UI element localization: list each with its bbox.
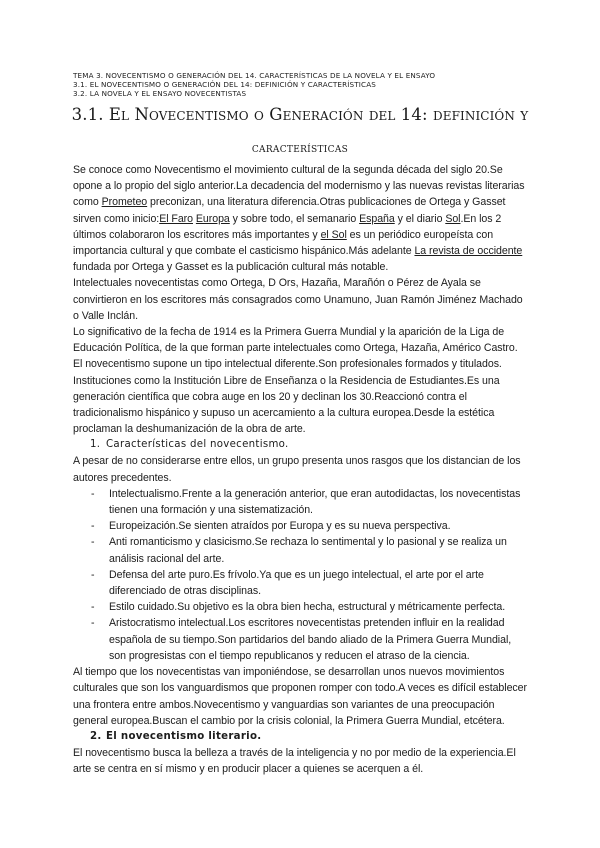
link-europa[interactable]: Europa [195,212,230,225]
running-header-line: 3.2. LA NOVELA Y EL ENSAYO NOVECENTISTAS [73,89,247,99]
list-item-text: Anti romanticismo y clasicismo.Se rechaza lo sentimental y lo pasional y se realiza un análisis racional del arte. [109,536,507,565]
section-number: 1. [90,439,101,451]
list-item [73,599,529,615]
running-header-line: 3.1. EL NOVECENTISMO O GENERACIÓN DEL 14: DEFINICIÓN Y CARACTERÍSTICAS [73,80,377,90]
page-title [60,104,540,158]
significance-paragraph: Lo significativo de la fecha de 1914 es la Primera Guerra Mundial y la aparición de la Liga de Educación Política, de la que forman parte intelectuales como Ortega, Hazaña, Américo Castro. El novecentismo supone un tipo intelectual diferente.Son profesionales formados y titulados. Instituciones como la Institución Libre de Enseñanza o la Residencia de Estudiantes.Es una generación científica que cobra auge en los 20 y declinan los 30.Reaccionó contra el tradicionalismo hispánico y supuso un acercamiento a la cultura europea.Desde la estética proclaman la deshumanización de la obra de arte. [73,326,518,436]
final-paragraph: El novecentismo busca la belleza a través de la inteligencia y no por medio de la experiencia.El arte se centra en sí mismo y en producir placer a quienes se acerquen a él. [73,746,516,776]
list-item [73,534,529,566]
list-item [73,486,529,518]
text-run: es un periódico europeísta con importancia cultural y que combate el casticismo hispánico.Más adelante [73,228,494,258]
link-revista-de-occidente[interactable]: La revista de occidente [414,245,523,258]
dash-bullet: - [91,536,95,549]
link-espana[interactable]: España [359,212,395,225]
text-run: fundada por Ortega y Gasset es la publicación cultural más notable. [73,261,389,274]
document-body [73,162,529,777]
list-item-text: Aristocratismo intelectual.Los escritores novecentistas pretenden influir en la realidad española de su tiempo.Son partidarios del bando aliado de la Primera Guerra Mundial, son progresistas con el tiempo republicanos y reducen el atraso de la ciencia. [109,617,512,662]
section1-intro: A pesar de no considerarse entre ellos, un grupo presenta unos rasgos que los distancian de los autores precedentes. [73,455,521,484]
dash-bullet: - [91,487,95,500]
text-run: .En los 2 últimos colaboraron los escritores más importantes y [73,212,502,241]
list-item-text: Intelectualismo.Frente a la generación anterior, que eran autodidactas, los novecentistas tienen una formación y una sistematización. [109,487,521,517]
title-line-1: 3.1. El Novecentismo o Generación del 14: definición y [71,105,529,124]
dash-bullet: - [91,601,95,614]
list-item-text: Estilo cuidado.Su objetivo es la obra bien hecha, estructural y métricamente perfecta. [109,601,506,614]
list-item [73,567,529,599]
running-header [73,71,533,99]
list-item-text: Defensa del arte puro.Es frívolo.Ya que es un juego intelectual, el arte por el arte diferenciado de otras disciplinas. [109,568,484,598]
section-title: Características del novecentismo. [106,439,289,451]
list-item [73,518,529,534]
section-heading-1 [73,437,529,453]
dash-bullet: - [91,520,95,533]
section-heading-2 [73,729,529,745]
intellectuals-paragraph: Intelectuales novecentistas como Ortega, D Ors, Hazaña, Marañón o Pérez de Ayala se convirtieron en los escritores más consagrados como Unamuno, Juan Ramón Jiménez Machado o Valle Inclán. [73,277,523,322]
title-line-2: características [251,141,349,156]
dash-bullet: - [91,617,95,630]
link-sol[interactable]: Sol [445,212,461,225]
text-run: y sobre todo, el semanario [229,212,360,225]
section-number: 2. [90,730,102,742]
list-item [73,615,529,664]
dash-bullet: - [91,568,95,581]
link-el-faro[interactable]: El Faro [159,212,193,225]
section-title: El novecentismo literario. [106,730,262,742]
intro-paragraph [73,162,529,275]
link-prometeo[interactable]: Prometeo [101,196,148,209]
text-run: preconizan, una literatura diferencia.Otras publicaciones de Ortega y Gasset sirven como inicio: [73,196,506,225]
vanguard-paragraph: Al tiempo que los novecentistas van imponiéndose, se desarrollan unos nuevos movimientos culturales que son los vanguardismos que proponen romper con todo.A veces es difícil establecer una frontera entre ambos.Novecentismo y vanguardias son variantes de una preocupación general europea.Buscan el cambio por la crisis colonial, la Primera Guerra Mundial, etcétera. [73,666,527,727]
characteristics-list [73,486,529,664]
text-run: Se conoce como Novecentismo el movimiento cultural de la segunda década del siglo 20.Se opone a lo propio del siglo anterior.La decadencia del modernismo y las nuevas revistas literarias como [73,164,525,209]
link-el-sol[interactable]: el Sol [320,228,347,241]
text-run: y el diario [394,212,446,225]
running-header-line: TEMA 3. NOVECENTISMO O GENERACIÓN DEL 14. CARACTERÍSTICAS DE LA NOVELA Y EL ENSAYO [73,71,436,80]
list-item-text: Europeización.Se sienten atraídos por Europa y es su nueva perspectiva. [109,520,451,533]
